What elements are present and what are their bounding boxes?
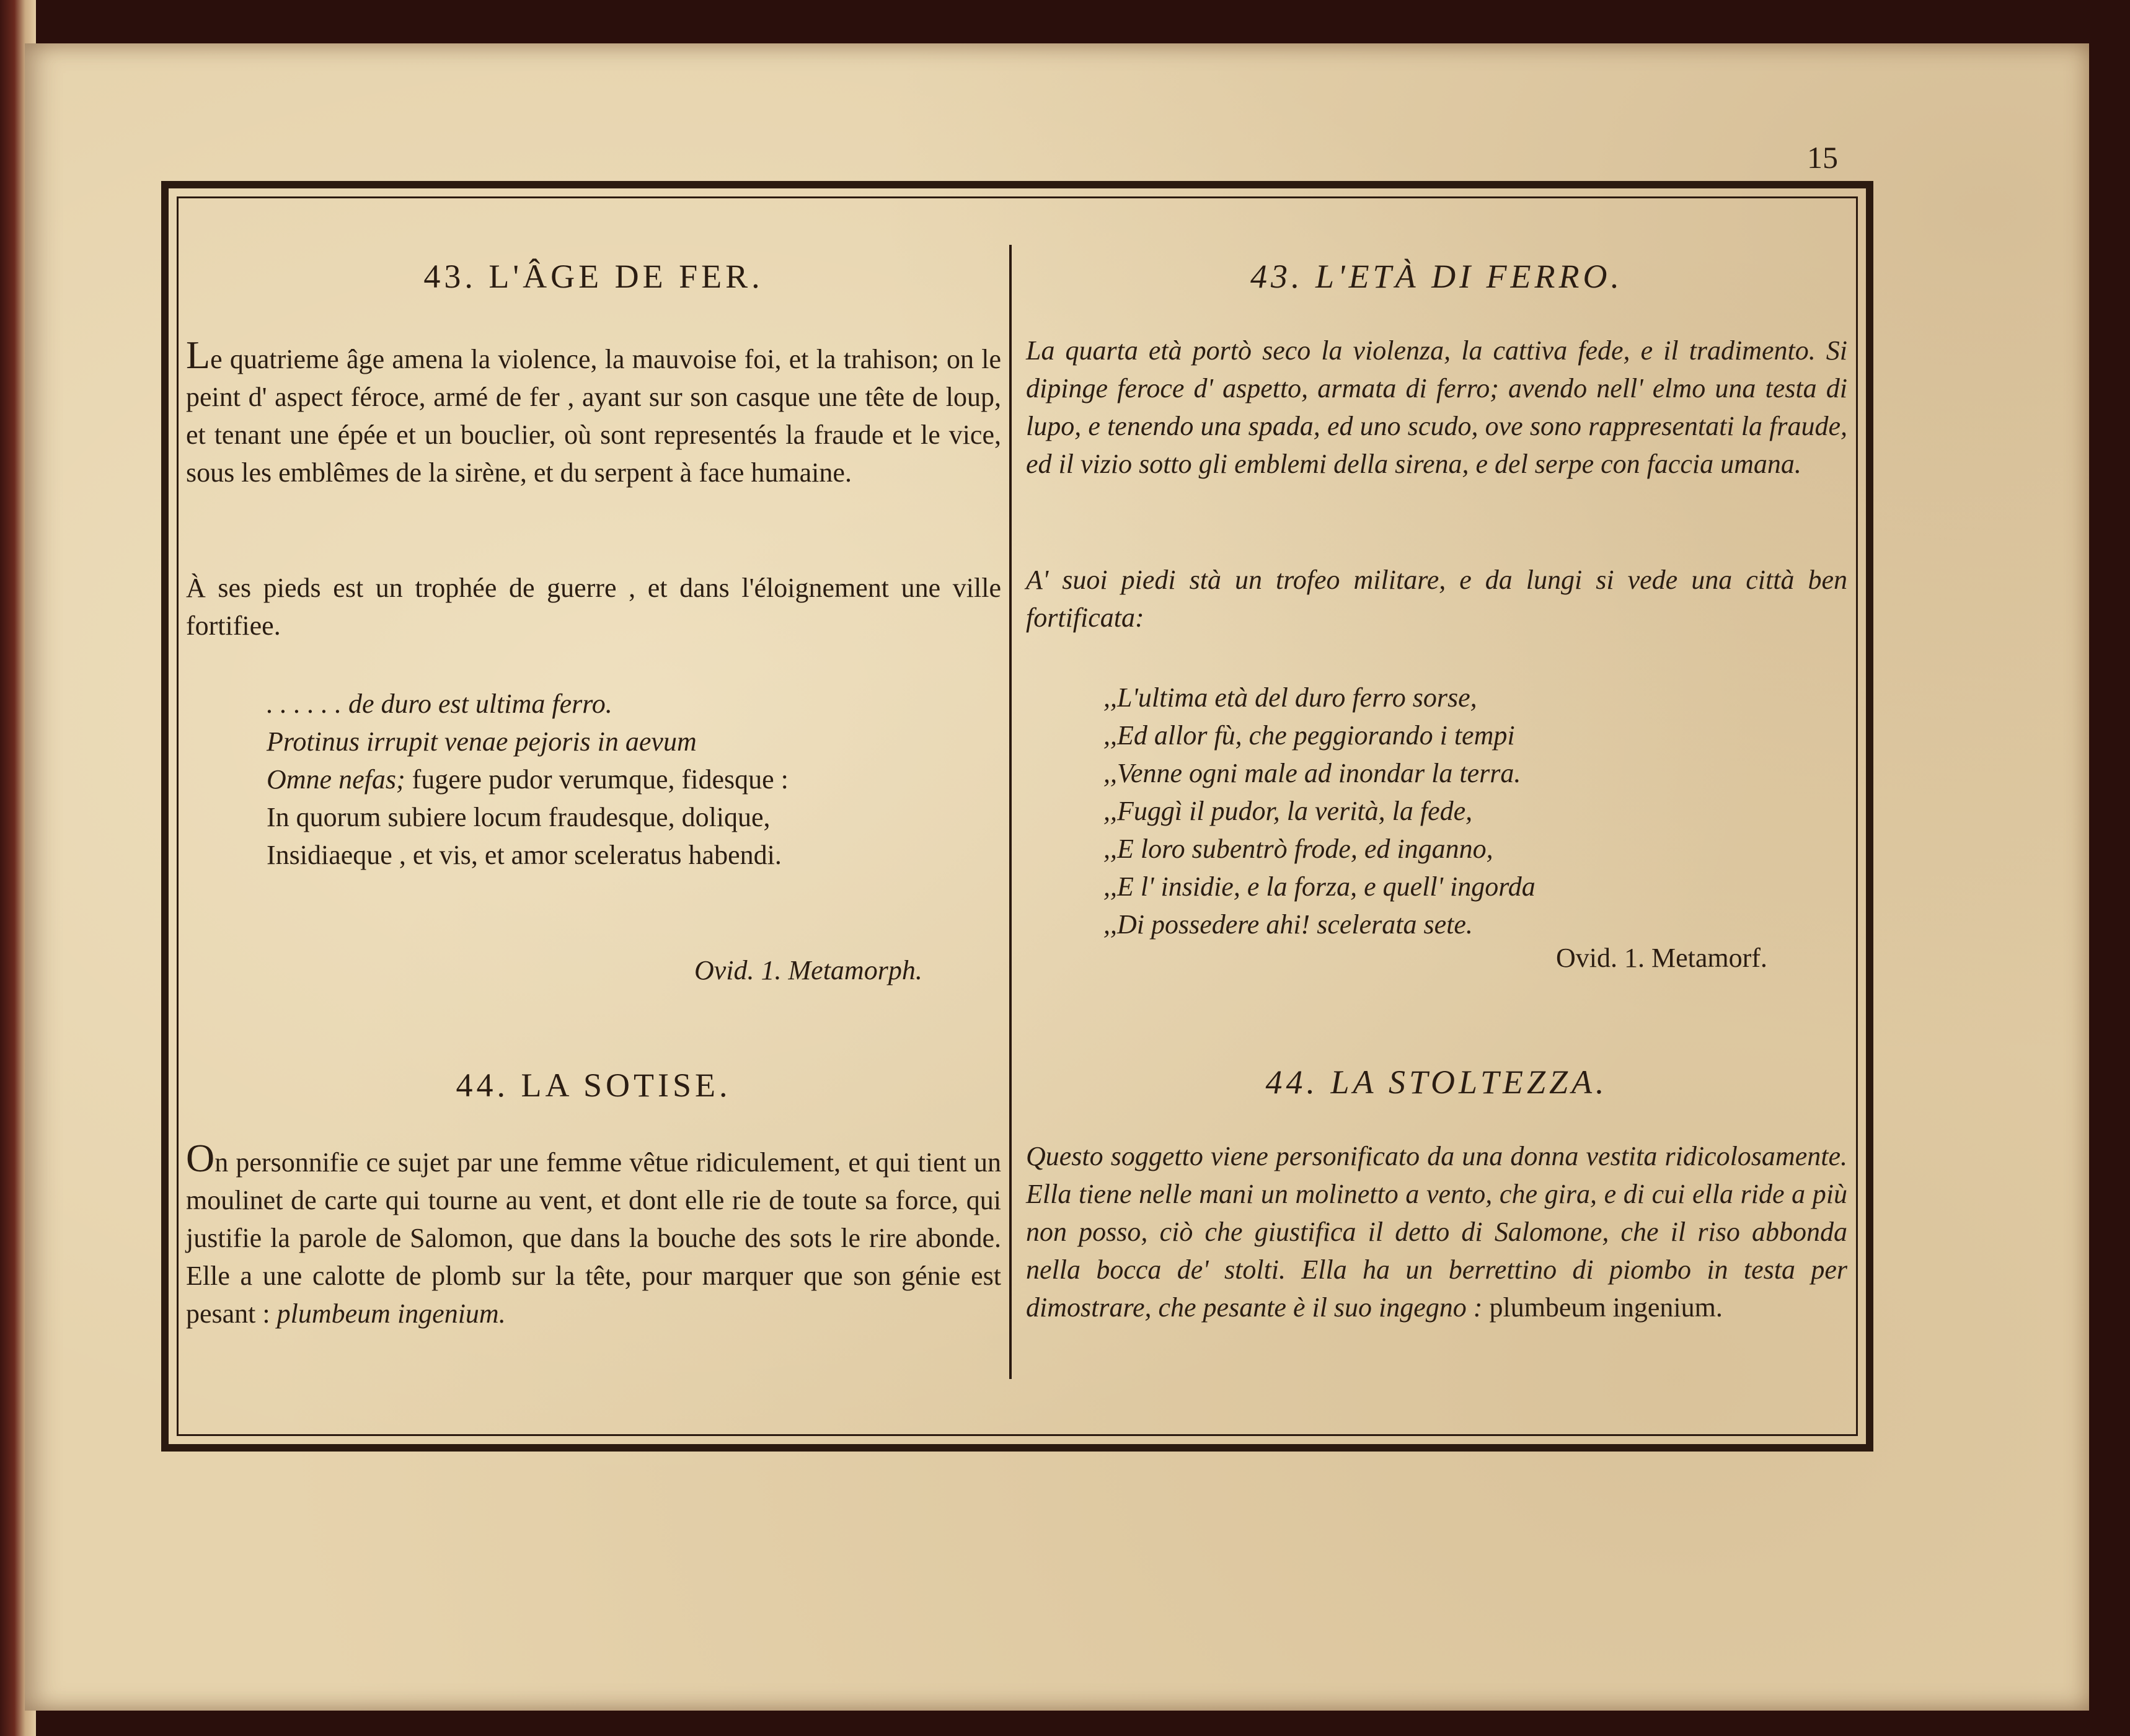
italian-verse-line-2: ,,Ed allor fù, che peggiorando i tempi [1103,720,1515,751]
italian-verse-line-6: ,,E l' insidie, e la forza, e quell' ingorda [1103,871,1536,902]
french-verse-line-3 [267,760,789,798]
italian-verse-line-4: ,,Fuggì il pudor, la verità, la fede, [1103,796,1473,826]
french-dropcap-o: O [186,1136,215,1180]
italian-heading-44: 44. LA STOLTEZZA. [1265,1064,1608,1101]
french-verse-line-2: Protinus irrupit venae pejoris in aevum [267,726,697,757]
french-latin-verse [267,685,789,874]
french-verse-line-3-italic: Omne nefas; [267,764,405,795]
french-paragraph-43-1 [186,333,1001,491]
french-verse-line-1: . . . . . . de duro est ultima ferro. [267,689,612,719]
italian-verse-line-1: ,,L'ultima età del duro ferro sorse, [1103,682,1477,713]
french-dropcap-l: L [186,333,211,377]
column-divider [1009,245,1012,1379]
french-paragraph-44 [186,1136,1001,1333]
italian-verse-line-3: ,,Venne ogni male ad inondar la terra. [1103,758,1521,788]
page-number: 15 [1807,140,1838,175]
italian-paragraph-43-1: La quarta età portò seco la violenza, la cattiva fede, e il tradimento. Si dipinge feroce d' aspetto, armata di ferro; avendo nell' elmo una testa di lupo, e tenendo una spada, ed uno scudo, ove sono rappresentati la fraude, ed il vizio sotto gli emblemi della sirena, e del serpe con faccia umana. [1026,335,1847,479]
italian-citation: Ovid. 1. Metamorf. [1556,943,1767,973]
italian-verse-line-7: ,,Di possedere ahi! scelerata sete. [1103,909,1473,940]
italian-verse-line-5: ,,E loro subentrò frode, ed inganno, [1103,834,1493,864]
italian-column [1026,0,1847,1425]
french-column [186,0,1001,1425]
french-paragraph-43-2: À ses pieds est un trophée de guerre , et dans l'éloignement une ville fortifiee. [186,573,1001,641]
french-verse-line-4: In quorum subiere locum fraudesque, dolique, [267,802,771,832]
italian-paragraph-44-text: Questo soggetto viene personificato da una donna vestita ridicolosamente. Ella tiene nelle mani un molinetto a vento, che gira, e di cui ella ride a più non posso, ciò che giustifica il detto di Salomone, che il riso abbonda nella bocca de' stolti. Ella ha un berrettino di piombo in testa per dimostrare, che pesante è il suo ingegno : [1026,1141,1847,1323]
french-paragraph-43-1-text: e quatrieme âge amena la violence, la mauvoise foi, et la trahison; on le peint d' aspect féroce, armé de fer , ayant sur son casque une tête de loup, et tenant une épée et un bouclier, où sont representés la fraude et le vice, sous les emblêmes de la sirène, et du serpent à face humaine. [186,344,1001,488]
italian-verse [1103,679,1536,943]
french-verse-line-3-rest: fugere pudor verumque, fidesque : [405,764,789,795]
italian-paragraph-44-latin: plumbeum ingenium. [1482,1292,1723,1323]
french-heading-44: 44. LA SOTISE. [456,1067,731,1104]
italian-paragraph-44 [1026,1137,1847,1326]
french-citation: Ovid. 1. Metamorph. [694,955,922,985]
italian-heading-43: 43. L'ETÀ DI FERRO. [1250,258,1623,295]
french-paragraph-44-text: n personnifie ce sujet par une femme vêtue ridiculement, et qui tient un moulinet de carte qui tourne au vent, et dont elle rie de toute sa force, qui justifie la parole de Salomon, que dans la bouche des sots le rire abonde. Elle a une calotte de plomb sur la tête, pour marquer que son génie est pesant : [186,1147,1001,1329]
italian-paragraph-43-2: A' suoi piedi stà un trofeo militare, e da lungi si vede una città ben fortificata: [1026,565,1847,633]
french-paragraph-44-latin: plumbeum ingenium. [270,1298,506,1329]
french-verse-line-5: Insidiaeque , et vis, et amor sceleratus habendi. [267,840,782,870]
french-heading-43: 43. L'ÂGE DE FER. [423,258,764,295]
